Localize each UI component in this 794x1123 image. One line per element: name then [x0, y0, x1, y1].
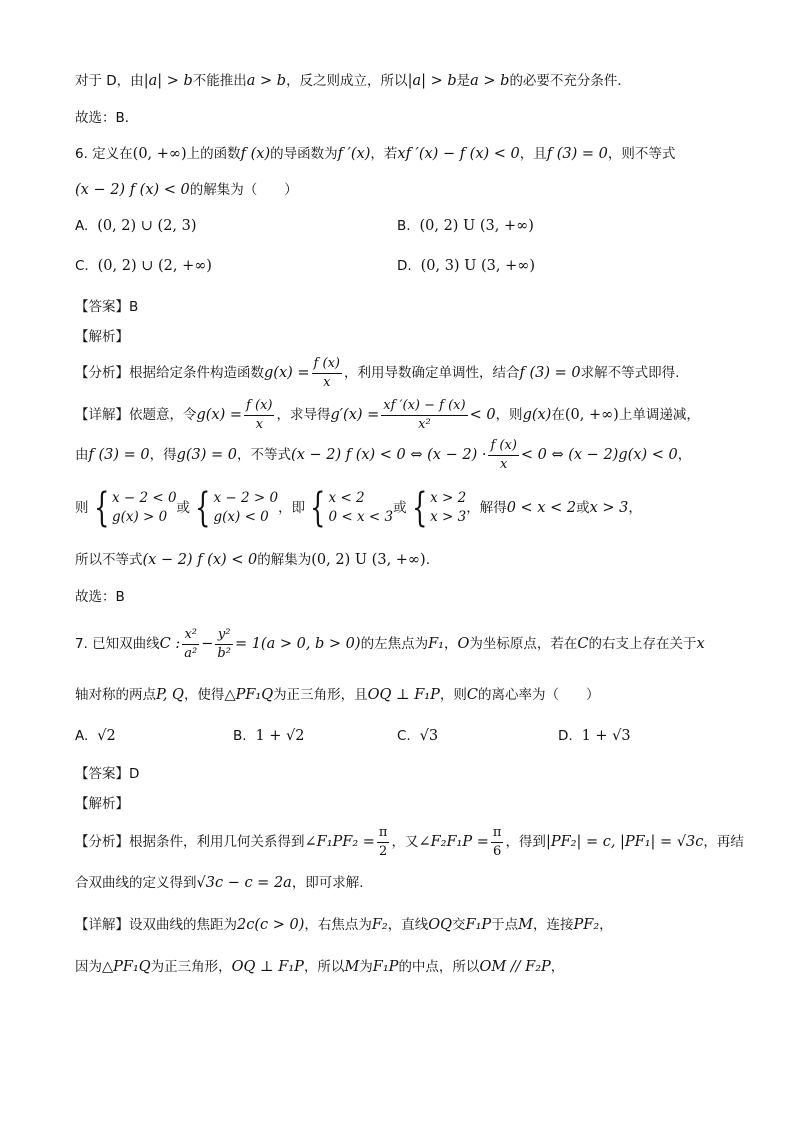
- math-inline: ∠F₁PF₂ =: [304, 834, 375, 850]
- q7-analysis-heading: 【解析】: [75, 796, 129, 812]
- text-fragment: ，得到: [505, 834, 546, 850]
- text-fragment: 求解不等式即得.: [580, 365, 680, 381]
- text-fragment: ，使得: [183, 687, 225, 703]
- q7-xiangjie: [75, 915, 613, 935]
- q7-step-line3: [75, 957, 564, 977]
- math-inline: OQ ⊥ F₁P: [231, 959, 304, 975]
- q7-option-b: [233, 728, 305, 744]
- text-fragment: 【详解】依题意，令: [75, 407, 197, 423]
- math-inline: g(x) =: [196, 407, 243, 423]
- text-fragment: 的解集为: [257, 552, 312, 568]
- math-inline: x: [696, 636, 705, 652]
- text-fragment: 的导函数为: [270, 146, 338, 162]
- text-fragment: ，再结: [703, 834, 744, 850]
- text-fragment: 的离心率为（ ）: [477, 687, 600, 703]
- text-fragment: ，则: [495, 407, 523, 423]
- q6-option-a: [75, 218, 197, 234]
- text-fragment: 的解集为（ ）: [189, 182, 298, 198]
- text-fragment: ，则不等式: [607, 146, 676, 162]
- option-value: √2: [97, 728, 116, 744]
- text-fragment: 的必要不充分条件．: [509, 73, 631, 89]
- inequality-system: [112, 489, 177, 527]
- math-inline: g(x): [522, 407, 552, 423]
- fraction-denominator: 6: [493, 843, 502, 859]
- math-inline: M: [344, 959, 360, 975]
- text-fragment: 则: [75, 500, 89, 516]
- fraction-numerator: f (x): [244, 398, 274, 416]
- option-value: (0, 2) ∪ (2, +∞): [97, 258, 212, 274]
- fraction: [244, 398, 274, 433]
- math-inline: C :: [159, 636, 181, 652]
- q6-choice-final: 故选：B: [75, 589, 125, 605]
- math-inline: OQ: [428, 917, 453, 933]
- math-inline: F₁P: [465, 917, 492, 933]
- text-fragment: 6. 定义在: [75, 146, 133, 162]
- inequality-system: [214, 489, 279, 527]
- math-inline: |a| > b: [143, 73, 193, 89]
- left-brace: {: [195, 485, 211, 531]
- option-value: 1 + √2: [255, 728, 305, 744]
- text-fragment: ，所以: [303, 959, 345, 975]
- math-inline: f (3) = 0: [546, 146, 608, 162]
- option-value: 1 + √3: [581, 728, 631, 744]
- q6-step-line4: [75, 486, 642, 530]
- q6-option-d: [397, 258, 535, 274]
- fraction-denominator: a²: [184, 645, 198, 661]
- text-fragment: ，又: [391, 834, 419, 850]
- text-fragment: ，即可求解.: [291, 875, 364, 891]
- text-fragment: ，不等式: [237, 447, 292, 463]
- text-fragment: 的右支上存在关于: [588, 636, 697, 652]
- text-line-d-conclusion: [75, 71, 631, 91]
- fraction-numerator: π: [491, 825, 504, 843]
- math-inline: f (3) = 0: [519, 365, 581, 381]
- q7-answer: 【答案】D: [75, 766, 140, 782]
- text-fragment: 或: [393, 500, 407, 516]
- fraction: [215, 627, 233, 662]
- text-fragment: 不能推出: [192, 73, 247, 89]
- text-fragment: 【分析】根据条件，利用几何关系得到: [75, 834, 305, 850]
- text-fragment: ，直线: [387, 917, 429, 933]
- q6-stem-line2: [75, 180, 298, 200]
- text-fragment: ，求导得: [276, 407, 331, 423]
- system-row: x − 2 > 0: [213, 490, 279, 506]
- text-fragment: ，右焦点为: [304, 917, 372, 933]
- math-inline: F₂: [371, 917, 388, 933]
- q7-option-d: [558, 728, 631, 744]
- math-inline: xf ′(x) − f (x) < 0: [397, 146, 520, 162]
- fraction: [377, 825, 390, 860]
- option-label: C.: [75, 258, 89, 274]
- text-fragment: ，: [443, 636, 458, 652]
- fraction: [381, 398, 467, 433]
- math-inline: √3c − c = 2a: [196, 875, 292, 891]
- math-inline: a > b: [470, 73, 510, 89]
- q6-analysis-heading: 【解析】: [75, 329, 129, 345]
- fraction-numerator: x²: [182, 627, 199, 645]
- fraction-denominator: x: [500, 456, 508, 472]
- fraction-denominator: x²: [418, 416, 431, 432]
- text-fragment: 为: [359, 959, 373, 975]
- fraction: [312, 356, 342, 391]
- math-inline: O: [457, 636, 470, 652]
- text-fragment: ，反之则成立，所以: [286, 73, 408, 89]
- math-inline: PF₂: [573, 917, 600, 933]
- text-fragment: ，连接: [533, 917, 574, 933]
- text-fragment: 为正三角形，: [150, 959, 232, 975]
- system-row: g(x) < 0: [213, 509, 269, 525]
- math-inline: (0, 2) U (3, +∞): [311, 552, 426, 568]
- text-fragment: 交: [452, 917, 466, 933]
- text-fragment: 为正三角形，且: [273, 687, 368, 703]
- q7-fenxi-line2: [75, 873, 364, 893]
- fraction-numerator: f (x): [312, 356, 342, 374]
- q6-fenxi: [75, 354, 679, 392]
- math-inline: △PF₁Q: [224, 687, 274, 703]
- system-row: x − 2 < 0: [111, 490, 177, 506]
- math-inline: a > b: [246, 73, 287, 89]
- option-value: (0, 2) ∪ (2, 3): [97, 218, 197, 234]
- math-inline: |a| > b: [407, 73, 457, 89]
- math-inline: g(3) = 0: [176, 447, 238, 463]
- text-fragment: ，得: [149, 447, 177, 463]
- q6-stem-line1: [75, 144, 675, 164]
- option-label: A.: [75, 728, 89, 744]
- math-inline: ∠F₂F₁P =: [418, 834, 489, 850]
- q7-stem-line1: [75, 624, 705, 664]
- math-inline: f (x): [240, 146, 271, 162]
- q6-option-c: [75, 258, 212, 274]
- text-fragment: 于点: [491, 917, 519, 933]
- left-brace: {: [310, 485, 326, 531]
- system-row: x < 2: [328, 490, 365, 506]
- system-row: x > 3: [430, 509, 467, 525]
- left-brace: {: [411, 485, 428, 531]
- math-inline: OM // F₂P: [479, 959, 551, 975]
- text-fragment: 是: [456, 73, 471, 89]
- fraction: [491, 825, 504, 860]
- math-inline: x > 3: [589, 500, 629, 516]
- math-inline: M: [518, 917, 534, 933]
- option-label: B.: [397, 218, 411, 234]
- text-fragment: 7. 已知双曲线: [75, 636, 160, 652]
- q7-stem-line2: [75, 685, 599, 705]
- option-value: √3: [419, 728, 439, 744]
- math-inline: g′(x) =: [330, 407, 380, 423]
- text-fragment: 在: [551, 407, 565, 423]
- option-label: A.: [75, 218, 89, 234]
- math-inline: C: [466, 687, 478, 703]
- math-inline: (0, +∞): [564, 407, 619, 423]
- text-fragment: .: [425, 552, 430, 568]
- math-inline: g(x) =: [264, 365, 310, 381]
- q6-step-line3: [75, 436, 691, 474]
- text-fragment: 所以不等式: [75, 552, 143, 568]
- text-fragment: 上的函数: [186, 146, 241, 162]
- q6-xiangjie: [75, 396, 700, 434]
- q7-fenxi: [75, 822, 744, 862]
- text-fragment: 由: [75, 447, 89, 463]
- math-inline: < 0 ⇔ (x − 2)g(x) < 0: [520, 447, 678, 463]
- fraction-numerator: xf ′(x) − f (x): [381, 398, 467, 416]
- text-fragment: ，: [550, 959, 565, 975]
- math-inline: −: [201, 636, 214, 652]
- system-row: g(x) > 0: [111, 509, 168, 525]
- text-fragment: 的左焦点为: [360, 636, 429, 652]
- fraction-denominator: x: [255, 416, 263, 432]
- text-fragment: ，若: [370, 146, 398, 162]
- q7-option-c: [397, 728, 438, 744]
- text-fragment: 或: [576, 500, 590, 516]
- system-row: 0 < x < 3: [328, 509, 394, 525]
- text-fragment: 或: [176, 500, 191, 516]
- option-value: (0, 2) U (3, +∞): [419, 218, 534, 234]
- system-row: x > 2: [430, 490, 467, 506]
- math-inline: △PF₁Q: [102, 959, 151, 975]
- math-inline: |PF₂| = c, |PF₁| = √3c: [545, 834, 704, 850]
- left-brace: {: [93, 485, 109, 531]
- fraction-denominator: 2: [379, 843, 388, 859]
- fraction-denominator: x: [323, 374, 331, 390]
- option-label: D.: [397, 258, 412, 274]
- math-inline: (x − 2) f (x) < 0: [75, 182, 190, 198]
- text-fragment: ，: [677, 447, 692, 463]
- text-fragment: ，且: [519, 146, 547, 162]
- math-inline: < 0: [469, 407, 496, 423]
- math-inline: = 1(a > 0, b > 0): [234, 636, 361, 652]
- text-fragment: ，利用导数确定单调性，结合: [343, 365, 520, 381]
- math-inline: (x − 2) f (x) < 0 ⇔ (x − 2) ·: [291, 447, 487, 463]
- text-fragment: ，: [599, 917, 613, 933]
- text-fragment: ，则: [439, 687, 467, 703]
- text-fragment: ，即: [278, 500, 306, 516]
- text-fragment: 上单调递减，: [618, 407, 700, 423]
- math-inline: OQ ⊥ F₁P: [367, 687, 440, 703]
- text-fragment: 因为: [75, 959, 102, 975]
- text-fragment: 【分析】根据给定条件构造函数: [75, 365, 264, 381]
- math-inline: F₁P: [372, 959, 399, 975]
- math-inline: F₁: [428, 636, 444, 652]
- text-fragment: 的中点，所以: [398, 959, 480, 975]
- q6-solution-set: [75, 550, 430, 570]
- math-inline: C: [577, 636, 589, 652]
- math-inline: P, Q: [156, 687, 184, 703]
- q7-option-a: [75, 728, 116, 744]
- choice-b-line: 故选：B．: [75, 110, 139, 126]
- math-inline: (x − 2) f (x) < 0: [142, 552, 258, 568]
- fraction-numerator: π: [377, 825, 390, 843]
- fraction: [488, 438, 518, 473]
- option-value: (0, 3) U (3, +∞): [420, 258, 536, 274]
- text-fragment: 对于 D，由: [75, 73, 144, 89]
- math-inline: f (3) = 0: [88, 447, 150, 463]
- fraction: [182, 627, 199, 662]
- text-fragment: 轴对称的两点: [75, 687, 156, 703]
- option-label: D.: [558, 728, 573, 744]
- option-label: B.: [233, 728, 247, 744]
- math-inline: (0, +∞): [132, 146, 187, 162]
- fraction-numerator: f (x): [488, 438, 518, 456]
- text-fragment: 合双曲线的定义得到: [75, 875, 197, 891]
- math-inline: 0 < x < 2: [506, 500, 577, 516]
- fraction-numerator: y²: [215, 627, 233, 645]
- text-fragment: ，: [628, 500, 642, 516]
- math-inline: f ′(x): [337, 146, 371, 162]
- q6-option-b: [397, 218, 534, 234]
- inequality-system: [329, 489, 394, 527]
- text-fragment: ，解得: [466, 500, 507, 516]
- math-inline: 2c(c > 0): [237, 917, 305, 933]
- text-fragment: 【详解】设双曲线的焦距为: [75, 917, 237, 933]
- option-label: C.: [397, 728, 411, 744]
- inequality-system: [430, 489, 466, 527]
- text-fragment: 为坐标原点，若在: [469, 636, 578, 652]
- fraction-denominator: b²: [217, 645, 231, 661]
- q6-answer: 【答案】B: [75, 299, 139, 315]
